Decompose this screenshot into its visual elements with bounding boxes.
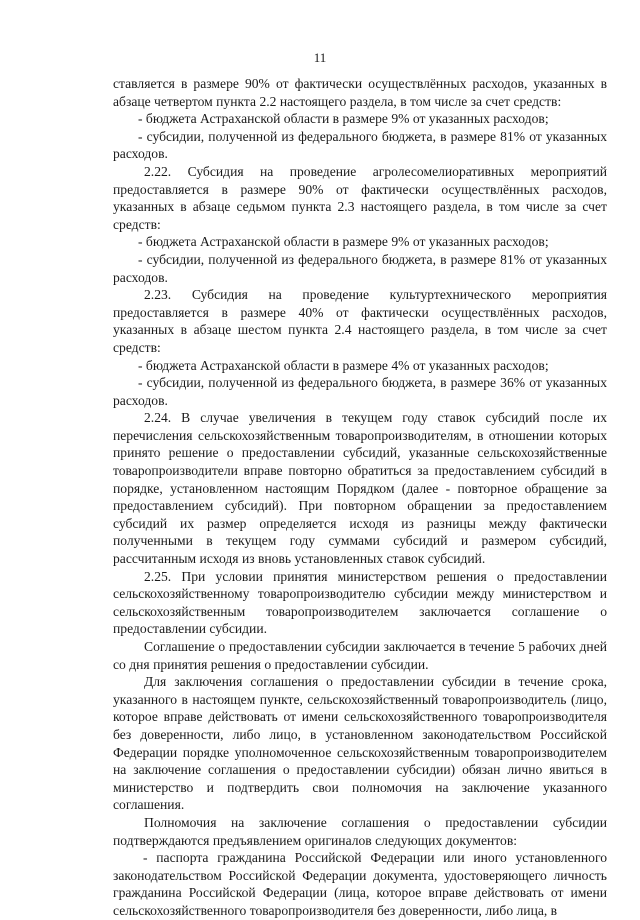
list-item: - бюджета Астраханской области в размере 4% от указанных расходов; — [138, 357, 549, 373]
list-item: - субсидии, полученной из федерального бюджета, в размере 81% от указанных расходов. — [113, 128, 607, 162]
paragraph: Для заключения соглашения о предоставлении субсидии в течение срока, указанного в настоящем пункте, сельскохозяйственный товаропроизводитель (лицо, которое вправе действовать от имени сельскохозяйственного товаропроизводителя без доверенности, либо лицо, в установленном законодательством Российской Федерации порядке уполномоченное сельскохозяйственным товаропроизводителем на заключение соглашения о предоставлении субсидии) обязан лично явиться в министерство и подтвердить свои полномочия на заключение указанного соглашения. — [113, 674, 607, 813]
list-item: - бюджета Астраханской области в размере 9% от указанных расходов; — [138, 234, 549, 250]
paragraph: Соглашение о предоставлении субсидии заключается в течение 5 рабочих дней со дня принятия решения о предоставлении субсидии. — [113, 639, 607, 672]
list-item: - субсидии, полученной из федерального бюджета, в размере 81% от указанных расходов. — [113, 251, 607, 285]
list-item: - бюджета Астраханской области в размере 9% от указанных расходов; — [138, 111, 549, 127]
document-body — [113, 75, 607, 920]
page-number: 11 — [313, 50, 327, 65]
paragraph: 2.25. При условии принятия министерством решения о предоставлении сельскохозяйственному товаропроизводителю субсидии между министерством и сельскохозяйственным товаропроизводителем заключается соглашение о предоставлении субсидии. — [113, 568, 607, 637]
list-item: - субсидии, полученной из федерального бюджета, в размере 36% от указанных расходов. — [113, 375, 607, 408]
paragraph: 2.24. В случае увеличения в текущем году ставок субсидий после их перечисления сельскохозяйственным товаропроизводителям, в отношении которых принято решение о предоставлении субсидий, указанные сельскохозяйственные товаропроизводители вправе повторно обратиться за предоставлением субсидий в порядке, установленном настоящим Порядком (далее - повторное обращение за предоставлением субсидий). При повторном обращении за предоставлением субсидий их размер определяется исходя из разницы между фактически полученными в текущем году суммами субсидий и размером субсидий, рассчитанным исходя из вновь установленных ставок субсидий. — [113, 410, 607, 567]
paragraph: 2.23. Субсидия на проведение культуртехнического мероприятия предоставляется в размере 40% от фактически осуществлённых расходов, указанных в абзаце шестом пункта 2.4 настоящего раздела, в том числе за счет средств: — [113, 287, 607, 355]
paragraph: 2.22. Субсидия на проведение агролесомелиоративных мероприятий предоставляется в размере 90% от фактически осуществлённых расходов, указанных в абзаце седьмом пункта 2.3 настоящего раздела, в том числе за счет средств: — [113, 163, 607, 232]
paragraph: ставляется в размере 90% от фактически осуществлённых расходов, указанных в абзаце четвертом пункта 2.2 настоящего раздела, в том числе за счет средств: — [113, 76, 607, 109]
list-item: - паспорта гражданина Российской Федерации или иного установленного законодательством Российской Федерации документа, удостоверяющего личность гражданина Российской Федерации (лица, которое вправе действовать от имени сельскохозяйственного товаропроизводителя без доверенности, либо лица, в — [113, 850, 607, 918]
paragraph: Полномочия на заключение соглашения о предоставлении субсидии подтверждаются предъявлением оригиналов следующих документов: — [113, 814, 607, 848]
